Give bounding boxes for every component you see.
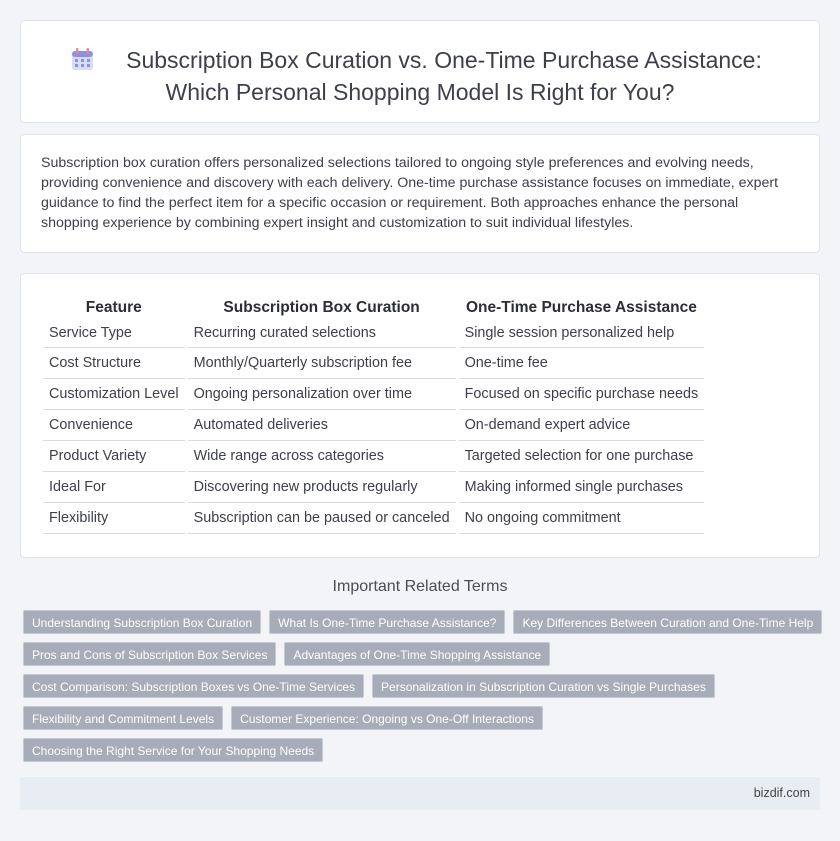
- related-term-tag[interactable]: What Is One-Time Purchase Assistance?: [269, 610, 505, 634]
- page-title: [78, 44, 762, 108]
- header-one-time: One-Time Purchase Assistance: [457, 296, 704, 320]
- table-header-row: [43, 296, 704, 320]
- related-term-tag[interactable]: Cost Comparison: Subscription Boxes vs One-Time Services: [23, 674, 364, 698]
- footer-site-link[interactable]: bizdif.com: [753, 786, 810, 800]
- table-cell: On-demand expert advice: [457, 409, 704, 440]
- table-cell: Monthly/Quarterly subscription fee: [186, 347, 457, 378]
- table-cell: Service Type: [43, 320, 186, 347]
- table-cell: Flexibility: [43, 502, 186, 533]
- table-cell: Product Variety: [43, 440, 186, 471]
- header-card: [20, 20, 820, 123]
- footer: [20, 777, 820, 810]
- related-terms-title: Important Related Terms: [332, 578, 508, 595]
- related-term-tag[interactable]: Advantages of One-Time Shopping Assistance: [284, 642, 550, 666]
- table-cell: Targeted selection for one purchase: [457, 440, 704, 471]
- table-cell: One-time fee: [457, 347, 704, 378]
- table-row: [43, 347, 704, 378]
- table-row: [43, 440, 704, 471]
- table-row: [43, 471, 704, 502]
- table-cell: Subscription can be paused or canceled: [186, 502, 457, 533]
- related-term-tag[interactable]: Pros and Cons of Subscription Box Services: [23, 642, 276, 666]
- intro-card: [20, 134, 820, 253]
- related-term-tag[interactable]: Key Differences Between Curation and One-Time Help: [513, 610, 822, 634]
- page-title-line1: Subscription Box Curation vs. One-Time Purchase Assistance:: [126, 47, 762, 73]
- comparison-card: [20, 273, 820, 558]
- related-term-tag[interactable]: Flexibility and Commitment Levels: [23, 706, 223, 730]
- table-cell: Cost Structure: [43, 347, 186, 378]
- table-cell: Wide range across categories: [186, 440, 457, 471]
- table-cell: No ongoing commitment: [457, 502, 704, 533]
- header-subscription: Subscription Box Curation: [186, 296, 457, 320]
- table-cell: Ideal For: [43, 471, 186, 502]
- comparison-table: [43, 296, 704, 534]
- related-term-tag[interactable]: Personalization in Subscription Curation vs Single Purchases: [372, 674, 715, 698]
- table-row: [43, 320, 704, 347]
- table-cell: Ongoing personalization over time: [186, 378, 457, 409]
- table-cell: Automated deliveries: [186, 409, 457, 440]
- table-cell: Discovering new products regularly: [186, 471, 457, 502]
- related-terms-list: [23, 610, 823, 770]
- table-row: [43, 378, 704, 409]
- related-term-tag[interactable]: Choosing the Right Service for Your Shopping Needs: [23, 738, 323, 762]
- intro-paragraph: Subscription box curation offers personalized selections tailored to ongoing style preferences and evolving needs, providing convenience and discovery with each delivery. One-time purchase assistance focuses on immediate, expert guidance to find the perfect item for a specific occasion or requirement. Both approaches enhance the personal shopping experience by combining expert insight and customization to suit individual lifestyles.: [41, 155, 779, 231]
- related-term-tag[interactable]: Understanding Subscription Box Curation: [23, 610, 261, 634]
- table-cell: Convenience: [43, 409, 186, 440]
- table-cell: Single session personalized help: [457, 320, 704, 347]
- table-cell: Making informed single purchases: [457, 471, 704, 502]
- page-title-line2: Which Personal Shopping Model Is Right for You?: [165, 79, 675, 105]
- table-cell: Recurring curated selections: [186, 320, 457, 347]
- table-cell: Customization Level: [43, 378, 186, 409]
- table-row: [43, 502, 704, 533]
- related-term-tag[interactable]: Customer Experience: Ongoing vs One-Off Interactions: [231, 706, 543, 730]
- table-row: [43, 409, 704, 440]
- header-feature: Feature: [85, 299, 142, 316]
- table-cell: Focused on specific purchase needs: [457, 378, 704, 409]
